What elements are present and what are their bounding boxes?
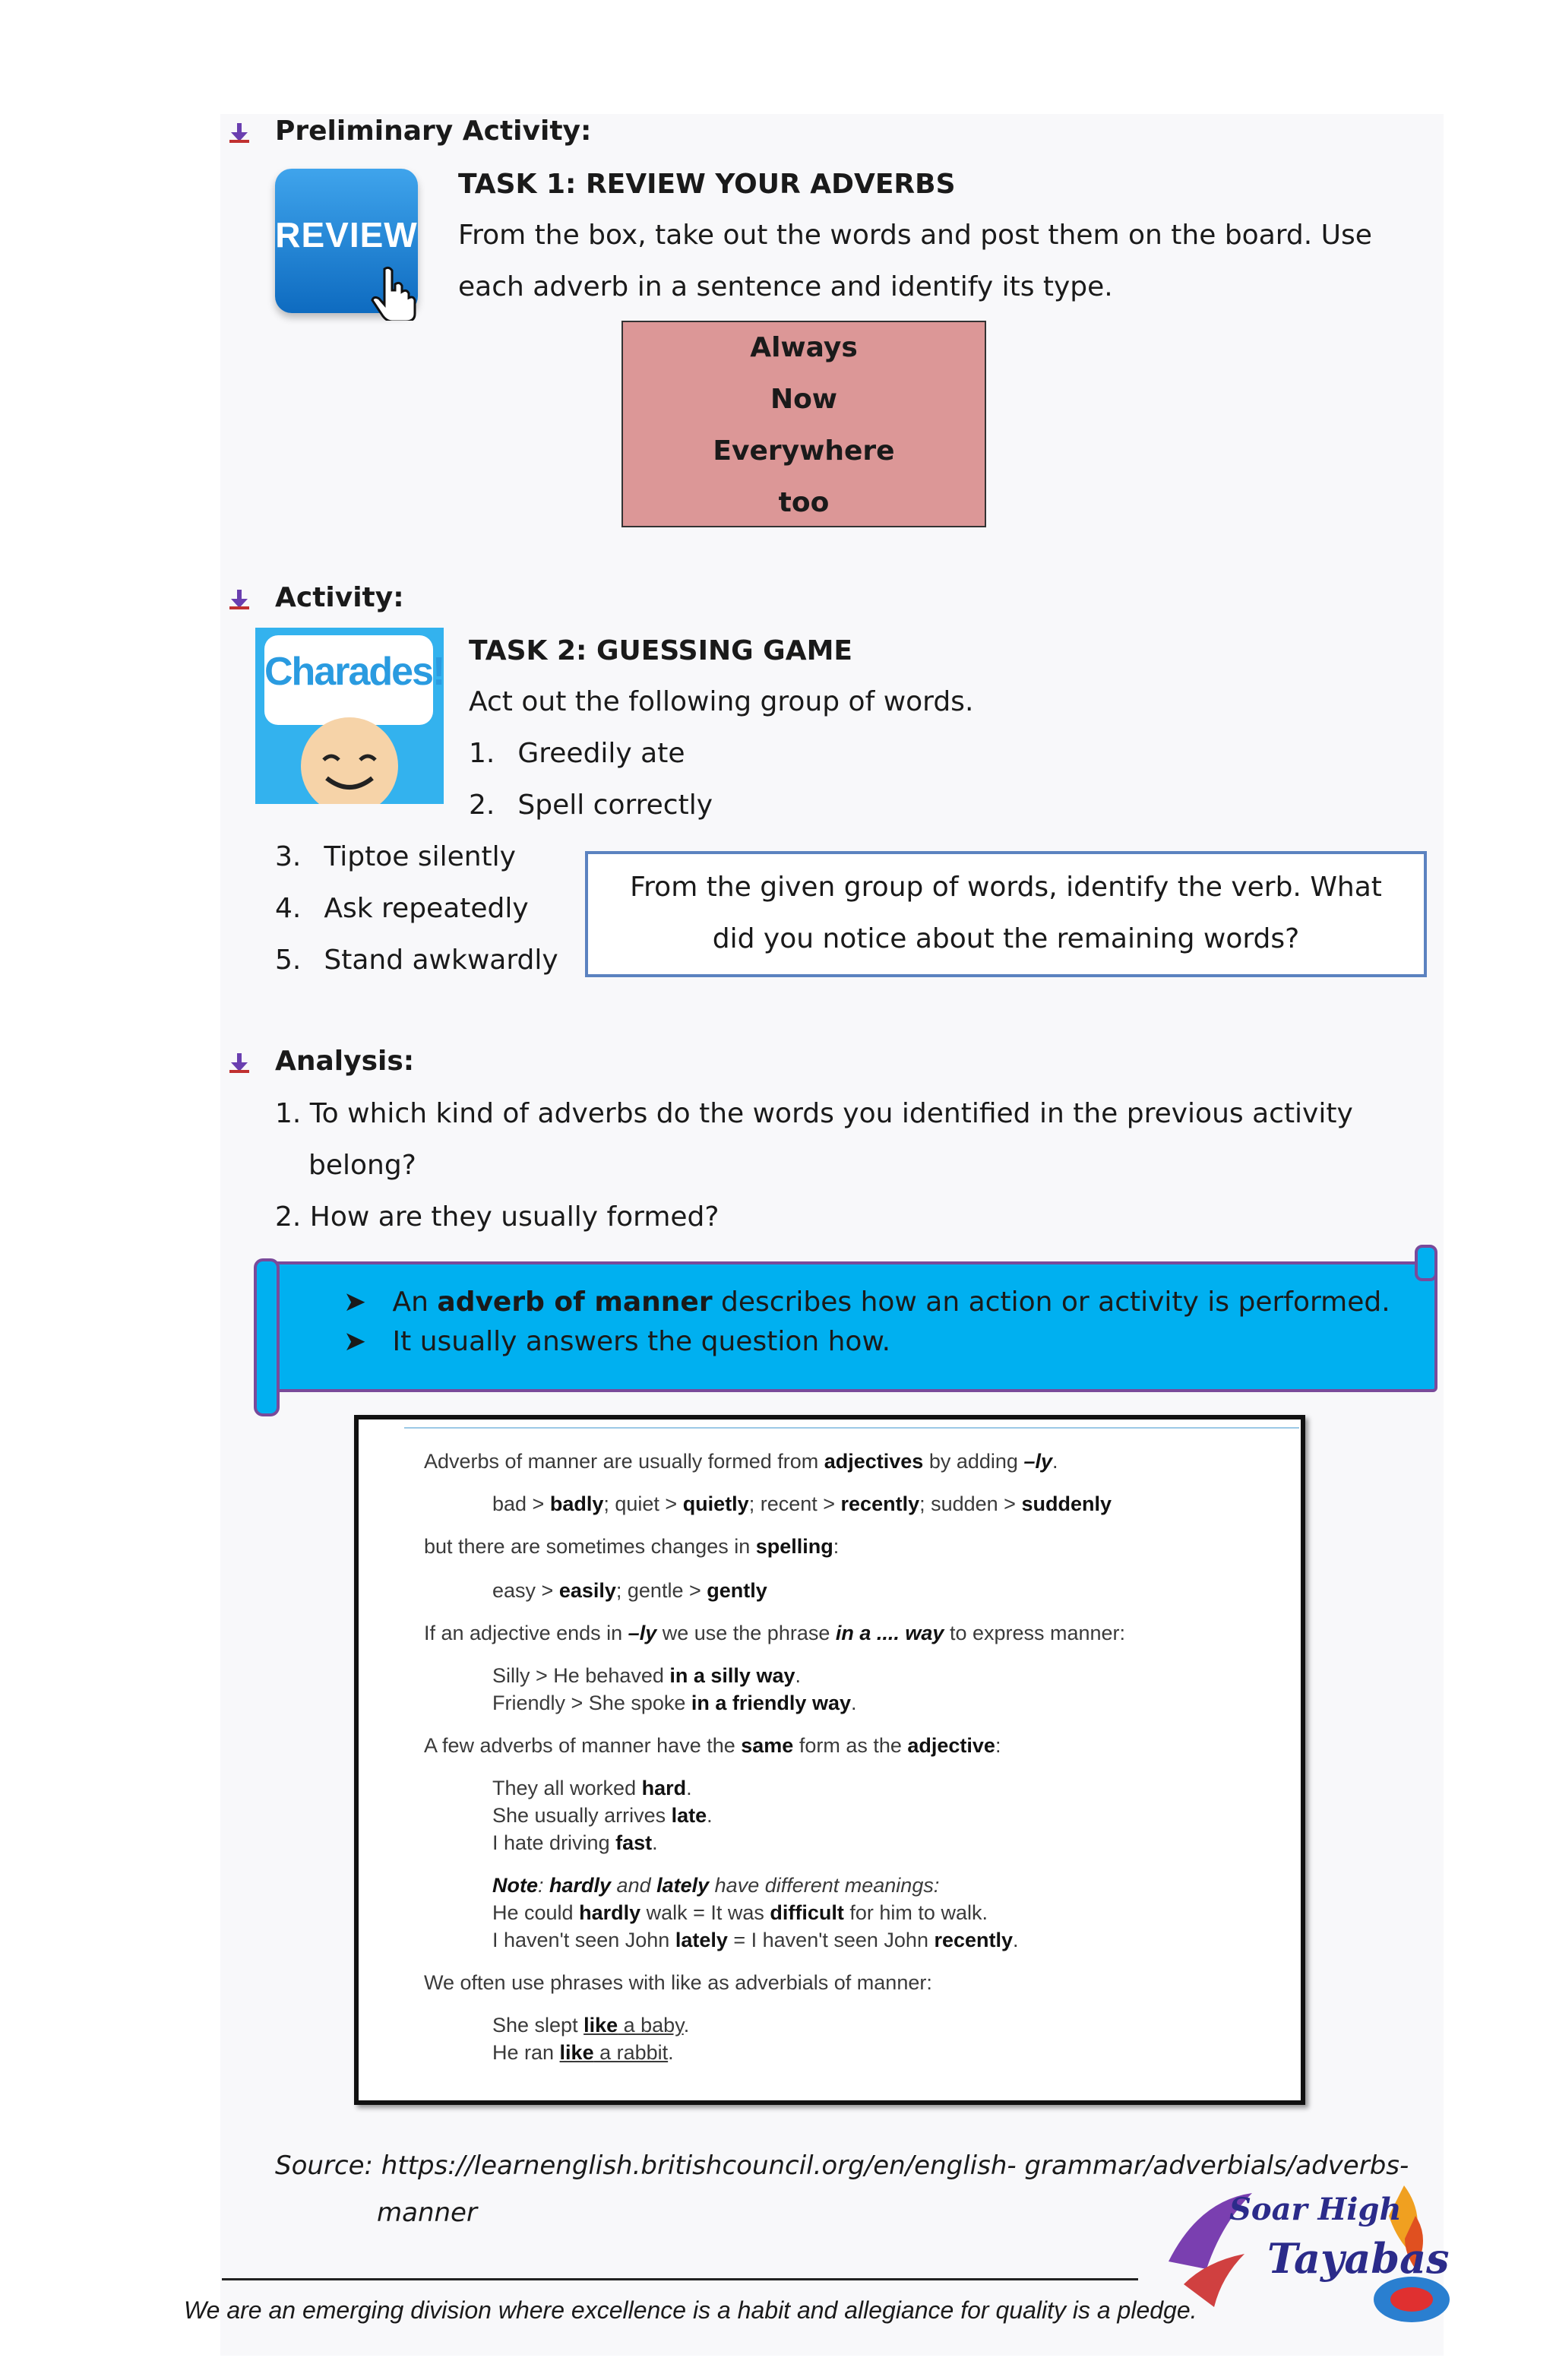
grammar-reference-image <box>354 1415 1305 2105</box>
source-citation: Source: https://learnenglish.britishcouncil.org/en/english- grammar/adverbials/adverbs- <box>275 2151 1409 2181</box>
definition-banner <box>255 1261 1437 1392</box>
banner-text: It usually answers the question how. <box>392 1326 891 1357</box>
banner-line-1 <box>343 1283 1390 1322</box>
review-icon <box>275 169 418 313</box>
footer-motto: We are an emerging division where excellence is a habit and allegiance for quality is a pledge. <box>184 2296 1197 2324</box>
soar-high-tayabas-logo <box>1153 2170 1457 2334</box>
banner-left-roll <box>254 1258 280 1416</box>
list-number: 5. <box>275 945 302 976</box>
list-number: 2. <box>469 790 495 821</box>
adverb-word: Always <box>750 332 858 363</box>
task1-instruction-line2: each adverb in a sentence and identify its type. <box>458 271 1113 302</box>
hand-pointer-icon <box>371 266 418 321</box>
list-number: 1. <box>469 738 495 769</box>
question-box <box>585 851 1427 977</box>
bullet-arrow-icon <box>228 1052 251 1074</box>
example-link[interactable]: like a rabbit <box>559 2041 669 2064</box>
grammar-example: Friendly > She spoke in a friendly way. <box>492 1692 857 1714</box>
list-text: Stand awkwardly <box>324 945 558 976</box>
grammar-example: easy > easily; gentle > gently <box>492 1579 767 1602</box>
banner-bullet-icon: ➤ <box>343 1287 367 1318</box>
task2-instruction: Act out the following group of words. <box>469 686 974 717</box>
list-item <box>275 935 558 986</box>
grammar-example: They all worked hard. <box>492 1777 692 1799</box>
source-citation-cont: manner <box>377 2198 477 2228</box>
banner-term: adverb of manner <box>437 1287 713 1318</box>
list-text: Ask repeatedly <box>324 893 529 924</box>
review-icon-label: REVIEW <box>275 215 418 255</box>
logo-text-line1: Soar High <box>1229 2192 1402 2227</box>
list-item <box>469 728 685 780</box>
list-number: 3. <box>275 841 302 872</box>
grammar-example: He ran like a rabbit. <box>492 2041 674 2064</box>
list-item <box>469 780 713 831</box>
grammar-paragraph: If an adjective ends in –ly we use the phrase in a .... way to express manner: <box>424 1622 1126 1644</box>
preliminary-heading: Preliminary Activity: <box>275 116 592 147</box>
list-text: Spell correctly <box>517 790 713 821</box>
grammar-paragraph: but there are sometimes changes in spelling: <box>424 1535 840 1558</box>
task1-title: TASK 1: REVIEW YOUR ADVERBS <box>458 169 956 200</box>
question-line: From the given group of words, identify the verb. What <box>630 872 1382 903</box>
grammar-example: bad > badly; quiet > quietly; recent > recently; sudden > suddenly <box>492 1492 1112 1515</box>
task2-title: TASK 2: GUESSING GAME <box>469 635 853 666</box>
list-number: 4. <box>275 893 302 924</box>
list-text: Greedily ate <box>517 738 685 769</box>
bullet-arrow-icon <box>228 122 251 144</box>
charades-icon-label: Charades! <box>264 650 444 694</box>
grammar-paragraph: We often use phrases with like as adverbials of manner: <box>424 1971 932 1994</box>
grammar-paragraph: Adverbs of manner are usually formed from adjectives by adding –ly. <box>424 1450 1058 1473</box>
bullet-arrow-icon <box>228 588 251 611</box>
charades-card <box>264 635 444 725</box>
footer-divider <box>222 2278 1138 2280</box>
analysis-question-1-cont: belong? <box>308 1150 416 1181</box>
list-text: Tiptoe silently <box>324 841 516 872</box>
analysis-heading: Analysis: <box>275 1046 415 1077</box>
task1-instruction-line1: From the box, take out the words and post them on the board. Use <box>458 220 1372 251</box>
banner-bullet-icon: ➤ <box>343 1326 367 1357</box>
analysis-question-2: 2. How are they usually formed? <box>275 1201 719 1233</box>
adverb-word-box <box>621 321 986 527</box>
banner-text: describes how an action or activity is performed. <box>712 1287 1390 1318</box>
list-item <box>275 831 516 883</box>
grammar-note: Note: hardly and lately have different meanings: <box>492 1874 940 1897</box>
banner-text: An <box>392 1287 438 1318</box>
smiling-face-icon <box>301 717 398 804</box>
logo-text-line2: Tayabas <box>1267 2234 1450 2283</box>
top-rule <box>404 1427 1299 1429</box>
activity-heading: Activity: <box>275 582 404 613</box>
grammar-example: I hate driving fast. <box>492 1831 658 1854</box>
grammar-example: He could hardly walk = It was difficult for him to walk. <box>492 1901 988 1924</box>
grammar-paragraph: A few adverbs of manner have the same form as the adjective: <box>424 1734 1001 1757</box>
list-item <box>275 883 529 935</box>
grammar-example: She slept like a baby. <box>492 2014 690 2037</box>
adverb-word: Everywhere <box>713 435 895 467</box>
grammar-example: She usually arrives late. <box>492 1804 713 1827</box>
question-line: did you notice about the remaining words? <box>712 923 1300 954</box>
grammar-example: Silly > He behaved in a silly way. <box>492 1664 801 1687</box>
charades-icon <box>255 628 444 804</box>
banner-right-roll <box>1415 1245 1437 1281</box>
adverb-word: Now <box>770 384 838 415</box>
example-link[interactable]: like a baby <box>584 2014 684 2037</box>
banner-line-2 <box>343 1322 890 1362</box>
adverb-word: too <box>778 487 830 518</box>
analysis-question-1: 1. To which kind of adverbs do the words you identified in the previous activity <box>275 1098 1353 1129</box>
grammar-example: I haven't seen John lately = I haven't seen John recently. <box>492 1929 1019 1951</box>
